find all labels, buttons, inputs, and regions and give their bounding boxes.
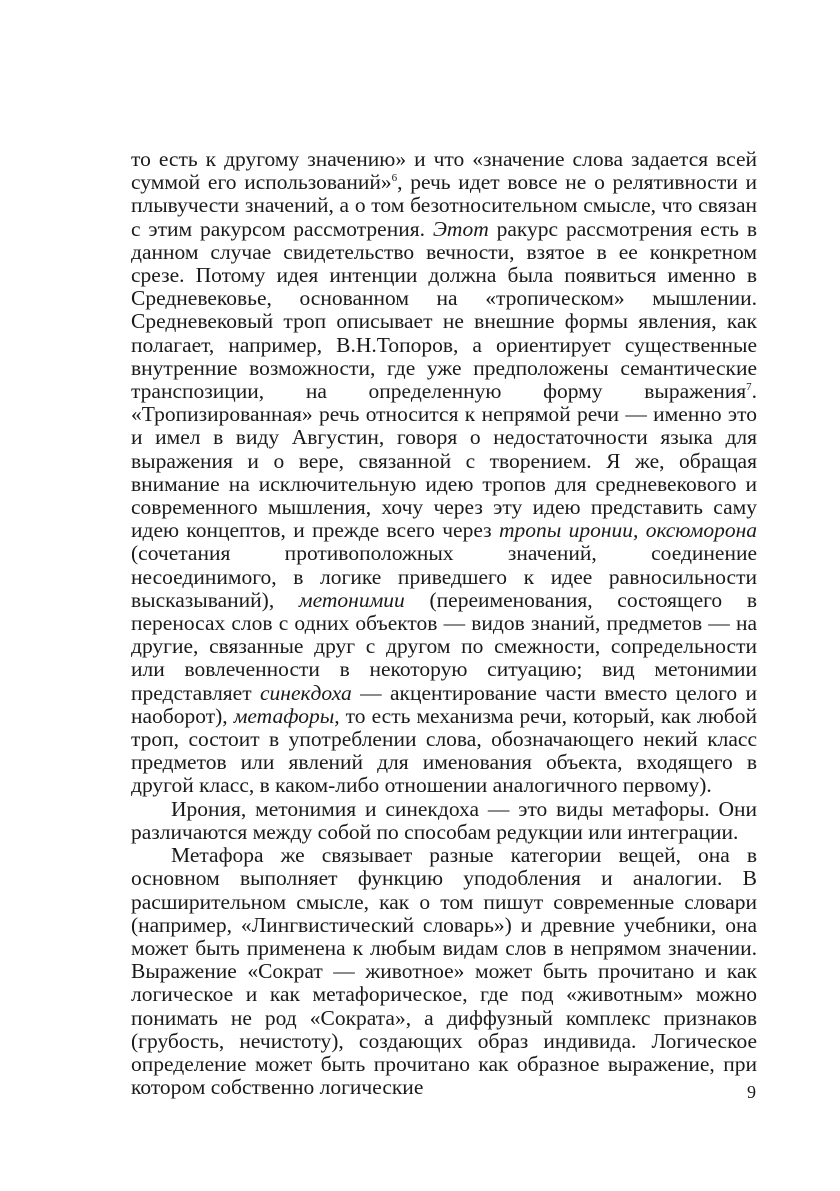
text-run: Метафора же связывает разные категории вещей, она в основном выполняет функцию уподобления и аналогии. В расширительном смысле, как о том пишут современные словари (например, «Лингвистический словарь») и древние учебники, она может быть применена к любым видам слов в непрямом значении. Выражение «Сократ — животное» может быть прочитано и как логическое и как метафорическое, где под «животным» можно понимать не род «Сократа», а диффузный комплекс признаков (грубость, нечистоту), создающих образ индивида. Логическое определение может быть прочитано как образное выражение, при котором собственно логические (131, 843, 757, 1100)
footnote-marker: 6 (391, 172, 398, 185)
text-run: — акцентирование части вместо целого и наоборот), (131, 680, 758, 728)
text-run: (переименования, состоящего в переносах слов с одних объектов — видов знаний, предметов — на другие, связанные друг с другом по смежности, сопредельности или вовлеченности в некоторую ситуацию; вид метонимии представляет (131, 587, 757, 705)
text-run: то есть механизма речи, который, как любой троп, состоит в употреблении слова, обозначающего некий класс предметов или явлений для именования объекта, входящего в другой класс, в каком-либо отношении аналогичного первому). (131, 703, 757, 798)
paragraph (131, 798, 757, 844)
text-run: . «Тропизированная» речь относится к непрямой речи — именно это и имел в виду Августин, говоря о недостаточности языка для выражения и о вере, связанной с творением. Я же, обращая внимание на исключительную идею тропов для средневекового и современного мышления, хочу через эту идею представить саму идею концептов, и прежде всего через (131, 379, 757, 543)
paragraph (131, 148, 757, 798)
italic-text: синекдоха (259, 680, 352, 705)
footnote-marker: 7 (746, 381, 752, 394)
text-run: ракурс рассмотрения есть в данном случае свидетельство вечности, взятое в ее конкретном срезе. Потому идея интенции должна была появиться именно в Средневековье, основанном на «тропическом» мышлении. Средневековый троп описывает не внешние формы явления, как полагает, например, В.Н.Топоров, а ориентирует существенные внутренние возможности, где уже предположены семантические транспозиции, на определенную форму выражения (131, 216, 757, 404)
italic-text: Этот (432, 216, 489, 241)
paragraph (131, 844, 757, 1099)
text-run: (сочетания противоположных значений, соединение несоединимого, в логике приведшего к идее равносильности высказываний), (131, 541, 757, 612)
text-run: Ирония, метонимия и синекдоха — это виды метафоры. Они различаются между собой по способам редукции или интеграции. (131, 796, 757, 844)
italic-text: метонимии (298, 587, 405, 612)
italic-text: метафоры, (233, 703, 340, 728)
text-run: , речь идет вовсе не о релятивности и плывучести значений, а о том безотносительном смысле, что связан с этим ракурсом рассмотрения. (131, 170, 757, 241)
italic-text: тропы иронии, оксюморона (498, 518, 757, 543)
body-text (131, 148, 757, 1099)
text-run: то есть к другому значению» и что «значение слова задается всей суммой его использований» (131, 147, 757, 195)
page-number: 9 (747, 1082, 756, 1102)
